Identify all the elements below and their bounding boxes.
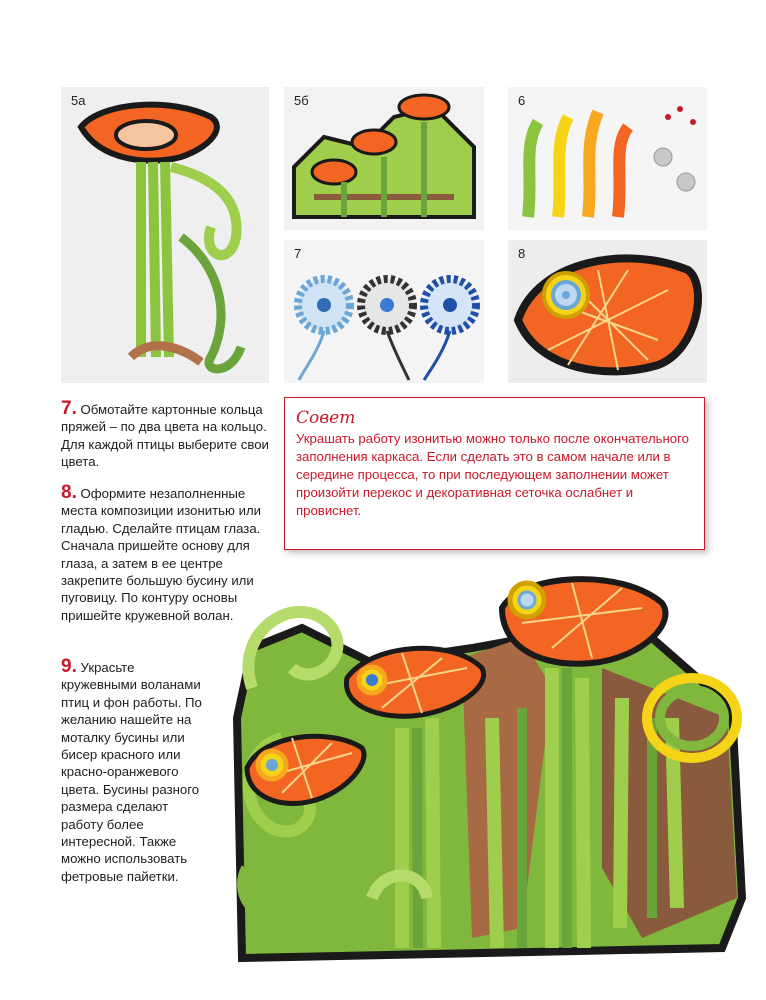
- step-9: [61, 658, 211, 885]
- step-7: [61, 400, 276, 471]
- yarn-rings-image: [284, 240, 484, 383]
- step-number: 8.: [61, 482, 77, 503]
- yarn-eye-closeup-image: [508, 240, 707, 383]
- yarn-bird-image: [61, 87, 269, 383]
- photo-5b: [284, 87, 484, 230]
- photo-5a: [61, 87, 269, 383]
- step-number: 7.: [61, 398, 77, 419]
- photo-label: 7: [294, 246, 302, 261]
- photo-6: [508, 87, 707, 230]
- photo-label: 8: [518, 246, 526, 261]
- photo-label: 5а: [71, 93, 86, 108]
- yarn-birds-image: [284, 87, 484, 230]
- step-number: 9.: [61, 656, 77, 677]
- tip-title: Совет: [296, 408, 356, 428]
- yarn-materials-image: [508, 87, 707, 230]
- photo-label: 6: [518, 93, 526, 108]
- photo-label: 5б: [294, 93, 309, 108]
- photo-7: [284, 240, 484, 383]
- step-text: Обмотайте картонные кольца пряжей – по два цвета на кольцо. Для каждой птицы выберите свои цвета.: [61, 402, 269, 470]
- tip-text: Украшать работу изонитью можно только после окончательного заполнения каркаса. Если сделать это в самом начале или в середине процесса, то при последующем заполнении может произойти перекос и декоративная сеточка ослабнет и провиснет.: [296, 431, 689, 518]
- tip-box: [284, 397, 705, 550]
- step-text: Украсьте кружевными воланами птиц и фон работы. По желанию нашейте на моталку бусины или бисер красного или красно-оранжевого цвета. Бусины разного размера сделают работу более интересной. Также можно использовать фетровые пайетки.: [61, 660, 202, 884]
- step-text: Оформите незаполненные места композиции изонитью или гладью. Сделайте птицам глаза. Сначала пришейте основу для глаза, а затем в ее центре закрепите большую бусину или пуговицу. По контуру основы пришейте кружевной волан.: [61, 486, 262, 623]
- photo-8: [508, 240, 707, 383]
- finished-artwork-image: [222, 568, 752, 976]
